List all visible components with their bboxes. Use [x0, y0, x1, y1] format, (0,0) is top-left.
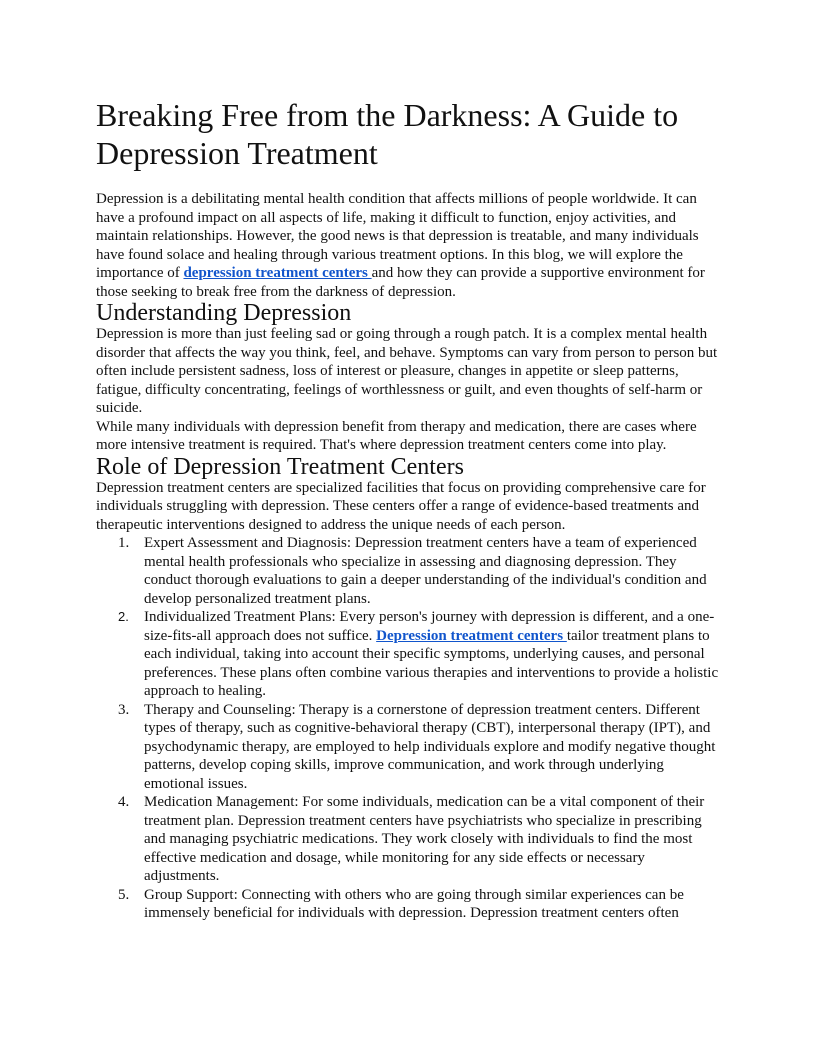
list-item-text: Group Support: Connecting with others who are going through similar experiences can be immensely beneficial for individuals with depression. Depression treatment centers often	[144, 886, 684, 921]
understanding-paragraph-1: Depression is more than just feeling sad or going through a rough patch. It is a complex mental health disorder that affects the way you think, feel, and behave. Symptoms can vary from person to person but often include persistent sadness, loss of interest or pleasure, changes in appetite or sleep patterns, fatigue, difficulty concentrating, feelings of worthlessness or guilt, and even thoughts of self-harm or suicide.	[96, 326, 718, 416]
intro-text-after-link: and how they can provide a supportive environment for those seeking to break free from the darkness of depression.	[96, 265, 705, 300]
list-item-text-after-link: tailor treatment plans to each individual, taking into account their specific symptoms, underlying causes, and personal preferences. These plans often combine various therapies and interventions to provide a holistic approach to healing.	[144, 627, 719, 699]
intro-paragraph	[96, 190, 724, 301]
list-item	[96, 701, 724, 794]
list-item	[96, 793, 724, 886]
list-item-number: 4.	[118, 794, 130, 810]
depression-treatment-centers-link[interactable]: depression treatment centers	[183, 265, 372, 281]
list-item-text: Expert Assessment and Diagnosis: Depression treatment centers have a team of experienced mental health professionals who specialize in assessing and diagnosing depression. They conduct thorough evaluations to gain a deeper understanding of the individual's condition and develop personalized treatment plans.	[144, 535, 707, 607]
treatment-list	[96, 534, 724, 923]
depression-treatment-centers-link-2[interactable]: Depression treatment centers	[376, 627, 567, 644]
list-item-text: Medication Management: For some individuals, medication can be a vital component of their treatment plan. Depression treatment centers have psychiatrists who specialize in prescribing and managing psychiatric medications. They work closely with individuals to find the most effective medication and dosage, while monitoring for any side effects or necessary adjustments.	[144, 794, 705, 884]
section-heading-role: Role of Depression Treatment Centers	[96, 453, 464, 480]
page-title: Breaking Free from the Darkness: A Guide to Depression Treatment	[96, 97, 679, 171]
list-item	[96, 886, 724, 923]
list-item-text: Therapy and Counseling: Therapy is a cornerstone of depression treatment centers. Different types of therapy, such as cognitive-behavioral therapy (CBT), interpersonal therapy (IPT), and psychodynamic therapy, are employed to help individuals explore and modify negative thought patterns, develop coping skills, improve communication, and work through underlying emotional issues.	[144, 701, 716, 792]
section-heading-understanding: Understanding Depression	[96, 300, 352, 326]
list-item	[96, 608, 724, 701]
list-item-number: 1.	[118, 535, 130, 551]
role-intro-paragraph: Depression treatment centers are specialized facilities that focus on providing comprehensive care for individuals struggling with depression. These centers offer a range of evidence-based treatments and therapeutic interventions designed to address the unique needs of each person.	[96, 479, 706, 533]
intro-text-before-link: Depression is a debilitating mental health condition that affects millions of people worldwide. It can have a profound impact on all aspects of life, making it difficult to function, enjoy activities, and maintain relationships. However, the good news is that depression is treatable, and many individuals have found solace and healing through various treatment options. In this blog, we will explore the importance of	[96, 191, 699, 281]
understanding-paragraph-2: While many individuals with depression benefit from therapy and medication, there are cases where more intensive treatment is required. That's where depression treatment centers come into play.	[96, 418, 697, 453]
document-page	[96, 96, 724, 923]
list-item	[96, 534, 724, 608]
list-item-number: 3.	[118, 701, 130, 718]
list-item-number: 5.	[118, 886, 130, 903]
list-item-number: 2.	[118, 609, 129, 624]
list-item-text-before-link: Individualized Treatment Plans: Every person's journey with depression is different, and a one-size-fits-all approach does not suffice.	[144, 609, 715, 644]
